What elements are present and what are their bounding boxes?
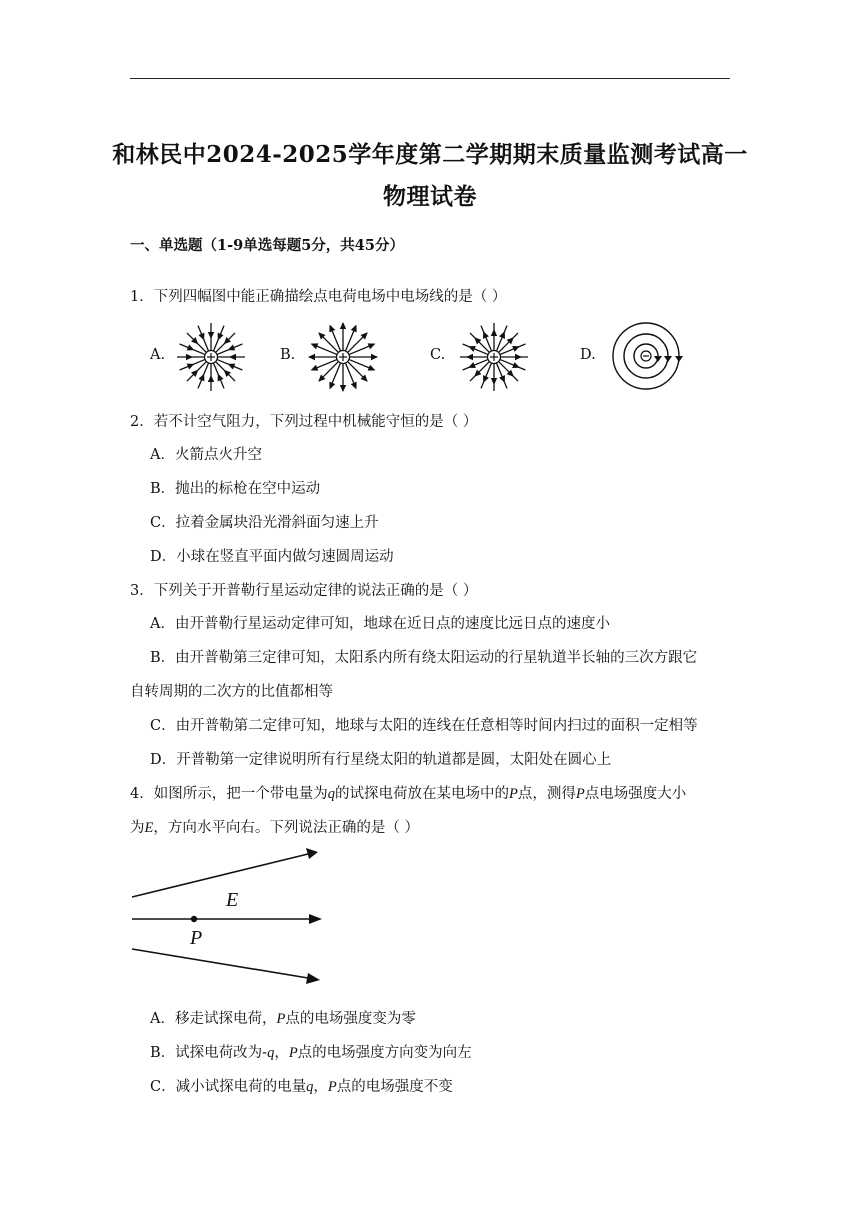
exam-title-line1: 和林民中2024-2025学年度第二学期期末质量监测考试高一 (112, 141, 748, 168)
header-rule (130, 78, 730, 79)
q2-stem: 2．若不计空气阻力，下列过程中机械能守恒的是（ ） (130, 414, 478, 430)
q2-option-b: B．抛出的标枪在空中运动 (150, 481, 321, 497)
q3-option-d: D．开普勒第一定律说明所有行星绕太阳的轨道都是圆，太阳处在圆心上 (150, 752, 612, 768)
q1-option-d-label: D. (580, 347, 596, 363)
q4-stem-line1: 4．如图所示，把一个带电量为q的试探电荷放在某电场中的P点，测得P点电场强度大小 (130, 786, 687, 802)
q3-option-b: B．由开普勒第三定律可知，太阳系内所有绕太阳运动的行星轨道半长轴的三次方跟它 (150, 650, 698, 666)
point-label-p: P (190, 927, 203, 949)
q3-option-a: A．由开普勒行星运动定律可知，地球在近日点的速度比远日点的速度小 (150, 616, 610, 632)
q4-option-c: C．减小试探电荷的电量q，P点的电场强度不变 (150, 1079, 453, 1095)
section-heading: 一、单选题（1-9单选每题5分，共45分） (130, 237, 404, 254)
q1-option-a-label: A. (150, 347, 166, 363)
q3-option-c: C．由开普勒第二定律可知，地球与太阳的连线在任意相等时间内扫过的面积一定相等 (150, 718, 698, 734)
q3-stem: 3．下列关于开普勒行星运动定律的说法正确的是（ ） (130, 583, 478, 599)
q4-option-b: B．试探电荷改为-q，P点的电场强度方向变为向左 (150, 1045, 472, 1061)
q4-option-a: A．移走试探电荷，P点的电场强度变为零 (150, 1011, 416, 1027)
q4-stem-line2: 为E，方向水平向右。下列说法正确的是（ ） (130, 820, 419, 836)
point-p-marker (191, 916, 197, 922)
q1-option-b-label: B. (280, 347, 296, 363)
q1-figure-c (456, 319, 532, 395)
q1-figure-b (305, 319, 381, 395)
q2-option-a: A．火箭点火升空 (150, 447, 262, 463)
q1-figure-a (173, 319, 249, 395)
field-label-e: E (226, 889, 239, 911)
q2-option-d: D．小球在竖直平面内做匀速圆周运动 (150, 549, 394, 565)
q1-option-c-label: C. (430, 347, 446, 363)
exam-title-line2: 物理试卷 (383, 183, 477, 210)
q1-figure-d (608, 320, 688, 392)
q1-stem: 1．下列四幅图中能正确描绘点电荷电场中电场线的是（ ） (130, 289, 507, 305)
q3-option-b-cont: 自转周期的二次方的比值都相等 (130, 684, 333, 700)
q4-field-figure (128, 845, 328, 985)
q2-option-c: C．拉着金属块沿光滑斜面匀速上升 (150, 515, 379, 531)
